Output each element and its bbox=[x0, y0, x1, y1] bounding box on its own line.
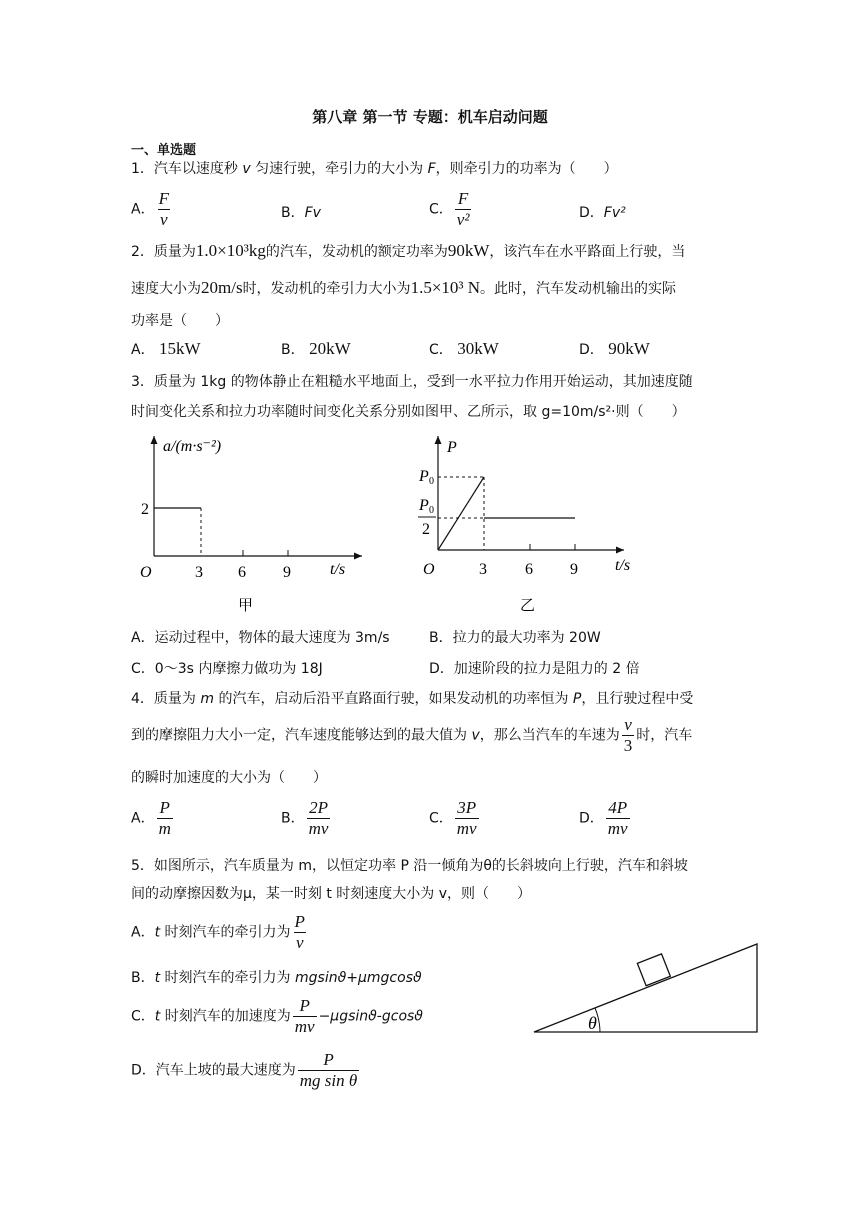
q3-stem-line1: 3．质量为 1kg 的物体静止在粗糙水平地面上，受到一水平拉力作用开始运动，其加速度随 bbox=[131, 374, 693, 390]
figure-acceleration-time bbox=[130, 428, 370, 620]
q4-stem-line2: 到的摩擦阻力大小一定，汽车速度能够达到的最大值为 v，那么当汽车的车速为 $\frac{v}{3}$ 时，汽车 bbox=[131, 715, 693, 755]
q4-option-b[interactable]: B． $\frac{2P}{mv}$ bbox=[281, 798, 329, 838]
fig-a-origin: O bbox=[140, 564, 152, 581]
q3-option-c[interactable]: C．0～3s 内摩擦力做功为 18J bbox=[131, 661, 323, 677]
q3-stem-line2: 时间变化关系和拉力功率随时间变化关系分别如图甲、乙所示，取 g=10m/s²·则（ ） bbox=[131, 404, 686, 420]
q2-stem-line3: 功率是（ ） bbox=[131, 313, 229, 329]
q2-option-b[interactable]: B． 20kW bbox=[281, 339, 351, 358]
q4-option-d[interactable]: D． $\frac{4P}{mv}$ bbox=[579, 798, 628, 838]
fig-b-half-num: P bbox=[419, 497, 429, 514]
fig-b-half-den: 2 bbox=[422, 521, 430, 538]
q2-option-d[interactable]: D． 90kW bbox=[579, 339, 650, 358]
fig-b-half-num-sub: 0 bbox=[429, 505, 434, 516]
q5-stem-line2: 间的动摩擦因数为μ，某一时刻 t 时刻速度大小为 v，则（ ） bbox=[131, 886, 532, 902]
q1-option-a[interactable]: A． $\frac{F}{v}$ bbox=[131, 189, 169, 229]
fig-b-xtick-3: 3 bbox=[479, 561, 487, 578]
incline-angle-label: θ bbox=[588, 1013, 597, 1033]
fig-a-caption: 甲 bbox=[238, 598, 254, 614]
fig-b-xtick-9: 9 bbox=[570, 561, 578, 578]
q5-option-b[interactable]: B．t 时刻汽车的牵引力为 mgsinϑ+μmgcosϑ bbox=[131, 970, 422, 986]
fig-b-ylabel: P bbox=[447, 439, 457, 456]
q5-option-d[interactable]: D．汽车上坡的最大速度为 $\frac{P}{\text{mg sin θ}}$ bbox=[131, 1050, 358, 1090]
q1-option-b[interactable]: B．Fv bbox=[281, 205, 321, 221]
q2-option-c[interactable]: C． 30kW bbox=[429, 339, 499, 358]
q4-option-c[interactable]: C． $\frac{3P}{mv}$ bbox=[429, 798, 477, 838]
q2-stem-line2: 速度大小为20m/s时，发动机的牵引力大小为1.5×10³ N。此时，汽车发动机输出的实际 bbox=[131, 278, 677, 297]
fig-b-p0: P bbox=[419, 468, 429, 485]
fig-a-xtick-6: 6 bbox=[238, 564, 246, 581]
q2-option-a[interactable]: A． 15kW bbox=[131, 339, 201, 358]
section-heading: 一、单选题 bbox=[131, 143, 197, 158]
fig-b-xlabel: t/s bbox=[615, 557, 631, 574]
fig-a-xlabel: t/s bbox=[330, 561, 346, 578]
q2-stem-line1: 2．质量为1.0×10³kg的汽车，发动机的额定功率为90kW，该汽车在水平路面上行驶，当 bbox=[131, 241, 686, 260]
fig-a-ytick: 2 bbox=[141, 501, 149, 518]
q1-option-d[interactable]: D．Fv² bbox=[579, 205, 626, 221]
fig-b-origin: O bbox=[423, 561, 435, 578]
figure-power-time bbox=[410, 428, 640, 620]
fig-a-ylabel: a/(m·s⁻²) bbox=[163, 438, 222, 455]
fig-b-p0-sub: 0 bbox=[429, 476, 434, 487]
fig-a-xtick-3: 3 bbox=[195, 564, 203, 581]
q3-option-b[interactable]: B．拉力的最大功率为 20W bbox=[429, 630, 601, 646]
q3-option-a[interactable]: A．运动过程中，物体的最大速度为 3m/s bbox=[131, 630, 390, 646]
fig-a-xtick-9: 9 bbox=[283, 564, 291, 581]
q3-option-d[interactable]: D．加速阶段的拉力是阻力的 2 倍 bbox=[429, 661, 640, 677]
q5-stem-line1: 5．如图所示，汽车质量为 m，以恒定功率 P 沿一倾角为θ的长斜坡向上行驶，汽车和斜坡 bbox=[131, 858, 688, 874]
q1-option-c[interactable]: C． $\frac{F}{\text{v²}}$ bbox=[429, 189, 470, 229]
q4-stem-line1: 4．质量为 m 的汽车，启动后沿平直路面行驶，如果发动机的功率恒为 P，且行驶过程中受 bbox=[131, 691, 694, 707]
q4-stem-line3: 的瞬时加速度的大小为（ ） bbox=[131, 770, 327, 786]
q1-stem: 1．汽车以速度秒 v 匀速行驶，牵引力的大小为 F，则牵引力的功率为（ ） bbox=[131, 161, 618, 177]
fig-b-caption: 乙 bbox=[520, 598, 536, 614]
q5-option-c[interactable]: C．t 时刻汽车的加速度为 $\frac{P}{mv}$ −μgsinϑ-gcosϑ bbox=[131, 996, 423, 1036]
fig-b-xtick-6: 6 bbox=[525, 561, 533, 578]
q5-option-a[interactable]: A．t 时刻汽车的牵引力为 $\frac{P}{v}$ bbox=[131, 912, 305, 952]
page-title: 第八章 第一节 专题：机车启动问题 bbox=[312, 108, 548, 126]
figure-incline bbox=[530, 940, 766, 1038]
q4-option-a[interactable]: A． $\frac{P}{m}$ bbox=[131, 798, 171, 838]
